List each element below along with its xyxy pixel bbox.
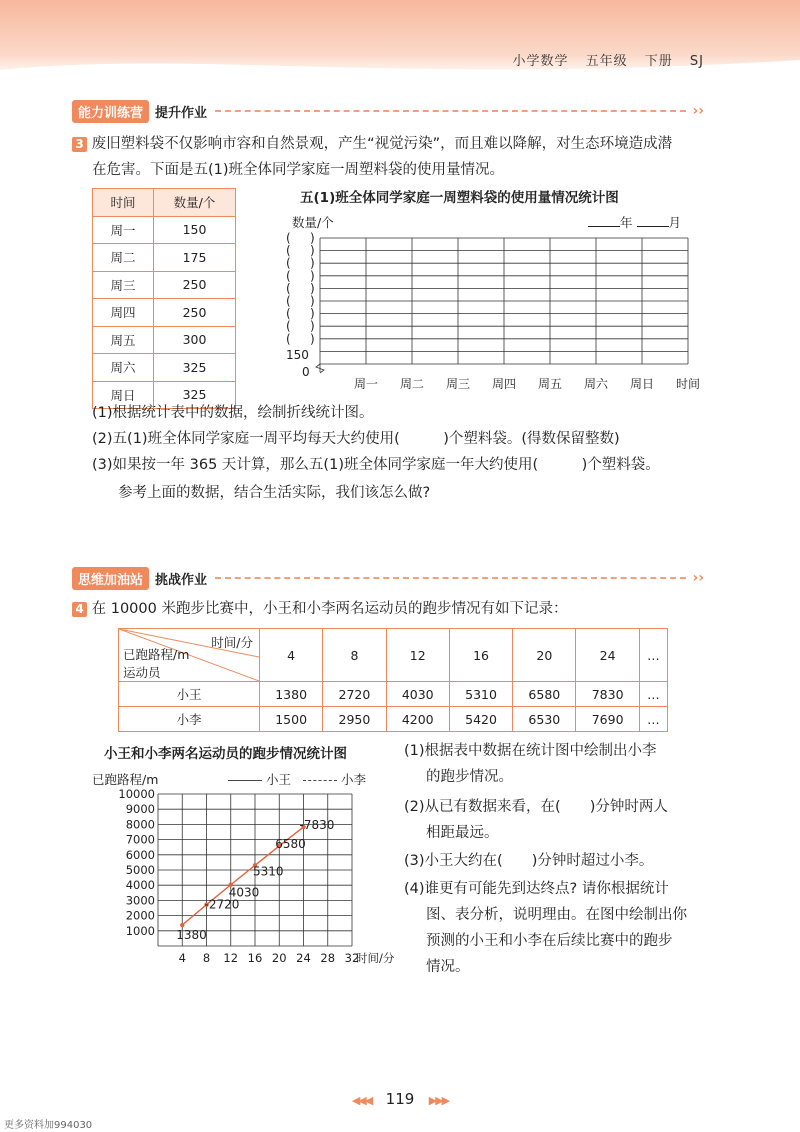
- table-cell: 周五: [93, 326, 154, 354]
- table-header-cell: 4: [260, 629, 323, 682]
- page-footer: [0, 1090, 800, 1108]
- y-tick-label: 6000: [125, 847, 155, 862]
- table-cell: 4200: [386, 707, 449, 732]
- y-tick-label: 10000: [118, 787, 155, 801]
- table-cell: 250: [154, 299, 236, 327]
- x-axis-label: 时间/分: [356, 951, 395, 965]
- q3-grid-lines: [316, 238, 688, 373]
- table-cell: …: [639, 682, 667, 707]
- q3-chart-ylabel: 数量/个: [292, 215, 334, 230]
- data-label: -7830: [299, 817, 335, 832]
- y-tick-label: 2000: [125, 908, 155, 923]
- table-cell: 2720: [323, 682, 386, 707]
- y-tick-label: 3000: [125, 893, 155, 908]
- double-chevron-icon: ››: [692, 570, 704, 586]
- section-tag-2: 思维加油站: [72, 567, 149, 590]
- x-tick-label: 24: [296, 951, 311, 965]
- y-blank-close: ): [310, 331, 315, 346]
- table-cell: 175: [154, 244, 236, 272]
- section-sub-2: 挑战作业: [155, 572, 208, 588]
- x-tick-label: 16: [247, 951, 263, 965]
- header-info: [500, 50, 704, 69]
- y-blank-close: ): [310, 243, 315, 258]
- table-cell: 2950: [323, 707, 386, 732]
- table-header-cell: 20: [513, 629, 576, 682]
- y-tick-label: 4000: [125, 878, 155, 893]
- table-cell: 5420: [449, 707, 512, 732]
- x-tick-label: 20: [271, 951, 287, 965]
- y-tick-label: 5000: [125, 863, 155, 877]
- table-cell: 325: [154, 354, 236, 382]
- q3-y150-label: 150: [286, 348, 309, 362]
- q3-sub3b: 参考上面的数据，结合生活实际，我们该怎么做?: [118, 485, 431, 501]
- x-unit-label: 时间: [675, 377, 700, 391]
- year-label: 年: [620, 215, 633, 230]
- table-row: [93, 326, 236, 354]
- y-blank-open: (: [286, 281, 291, 296]
- data-label: 4030: [228, 885, 260, 900]
- watermark: 更多资料加994030: [4, 1120, 93, 1131]
- legend-solid-line: [228, 780, 262, 781]
- y-blank-open: (: [286, 256, 291, 271]
- table-row: [93, 216, 236, 244]
- q3-sub2: (2)五(1)班全体同学家庭一周平均每天大约使用( )个塑料袋。(得数保留整数): [92, 431, 620, 447]
- table-row: [119, 707, 668, 732]
- table-row: [119, 682, 668, 707]
- q4-sub2b: 相距最远。: [426, 825, 499, 841]
- section-divider-2: [215, 577, 686, 579]
- q4-sub4b: 图、表分析，说明理由。在图中绘制出你: [426, 907, 687, 923]
- table-header-row: [119, 629, 668, 682]
- table-header-time: 时间: [93, 189, 154, 217]
- q3-intro: [72, 131, 712, 157]
- x-tick-label: 周日: [629, 377, 655, 391]
- table-cell: 1380: [260, 682, 323, 707]
- x-tick-label: 周五: [537, 377, 563, 391]
- q3-y0-label: 0: [302, 365, 310, 379]
- header-subject: 小学数学: [512, 54, 569, 69]
- y-tick-label: 1000: [125, 923, 155, 938]
- y-blank-open: (: [286, 243, 291, 258]
- data-label: 1380: [176, 928, 207, 943]
- q4-chart-ylabel: 已跑路程/m: [92, 772, 159, 787]
- x-tick-label: 周一: [353, 377, 379, 391]
- y-blank-open: (: [286, 268, 291, 283]
- q3-table: [92, 188, 236, 409]
- q4-sub1b: 的跑步情况。: [426, 769, 513, 785]
- question-number-4: 4: [72, 602, 87, 617]
- q3-x-labels: [354, 376, 700, 391]
- data-label: -2720: [204, 897, 240, 912]
- legend-dashed-line: [303, 780, 337, 781]
- y-blank-open: (: [286, 331, 291, 346]
- data-point: [180, 923, 184, 927]
- header-volume: 下册: [644, 54, 673, 69]
- table-cell: 325: [154, 381, 236, 409]
- section-bar-2: [72, 567, 704, 589]
- y-blank-close: ): [310, 268, 315, 283]
- x-tick-label: 周四: [491, 377, 517, 391]
- q4-line-chart: [100, 786, 420, 971]
- data-label: 6580: [275, 836, 306, 851]
- q4-table: [118, 628, 668, 732]
- next-triangles-icon: ▶▶▶: [428, 1094, 449, 1107]
- y-blank-open: (: [286, 294, 291, 308]
- table-row: [93, 271, 236, 299]
- month-label: 月: [668, 215, 682, 230]
- legend-wang: 小王: [265, 772, 291, 787]
- table-cell: 周三: [93, 271, 154, 299]
- page-number: 119: [385, 1090, 415, 1108]
- y-blank-open: (: [286, 306, 291, 321]
- q4-sub4d: 情况。: [426, 959, 470, 975]
- table-cell: 4030: [386, 682, 449, 707]
- y-blank-close: ): [310, 306, 315, 321]
- q3-chart-grid: [280, 228, 700, 398]
- q4-sub4c: 预测的小王和小李在后续比赛中的跑步: [426, 933, 673, 949]
- x-tick-label: 28: [320, 951, 336, 965]
- x-tick-label: 4: [178, 951, 186, 965]
- q3-sub1: (1)根据统计表中的数据，绘制折线统计图。: [92, 405, 374, 421]
- table-cell: 300: [154, 326, 236, 354]
- y-blank-close: ): [310, 231, 315, 245]
- q4-sub1a: (1)根据表中数据在统计图中绘制出小李: [404, 743, 657, 759]
- q3-chart-title: 五(1)班全体同学家庭一周塑料袋的使用量情况统计图: [300, 190, 619, 206]
- y-blank-close: ): [310, 294, 315, 308]
- table-cell: 7690: [576, 707, 639, 732]
- q3-y-blanks: [286, 231, 315, 346]
- x-tick-label: 周三: [445, 377, 471, 391]
- header-edition: SJ: [689, 54, 704, 69]
- q3-sub3: (3)如果按一年 365 天计算，那么五(1)班全体同学家庭一年大约使用( )个塑料袋。: [92, 457, 660, 473]
- q3-line2: 在危害。下面是五(1)班全体同学家庭一周塑料袋的使用量情况。: [92, 162, 505, 178]
- q4-chart-title: 小王和小李两名运动员的跑步情况统计图: [104, 746, 347, 762]
- table-cell: 1500: [260, 707, 323, 732]
- table-cell: 150: [154, 216, 236, 244]
- table-cell: 周日: [93, 381, 154, 409]
- legend-li: 小李: [340, 772, 366, 787]
- q4-sub3: (3)小王大约在( )分钟时超过小李。: [404, 853, 654, 869]
- table-corner-cell: [119, 629, 260, 682]
- table-cell: 周四: [93, 299, 154, 327]
- table-cell: …: [639, 707, 667, 732]
- x-tick-label: 周六: [583, 377, 609, 391]
- table-cell: 周六: [93, 354, 154, 382]
- y-blank-open: (: [286, 231, 291, 245]
- section-tag-1: 能力训练营: [72, 100, 149, 123]
- y-blank-open: (: [286, 319, 291, 334]
- table-header-count: 数量/个: [154, 189, 236, 217]
- table-cell: 7830: [576, 682, 639, 707]
- q3-line1: 废旧塑料袋不仅影响市容和自然景观，产生“视觉污染”，而且难以降解，对生态环境造成潜: [91, 136, 673, 152]
- table-cell: 周二: [93, 244, 154, 272]
- corner-time-label: 时间/分: [211, 635, 253, 650]
- table-cell: 周一: [93, 216, 154, 244]
- month-blank: [637, 226, 669, 227]
- header-grade: 五年级: [585, 54, 628, 69]
- table-row: [93, 354, 236, 382]
- q4-sub2a: (2)从已有数据来看，在( )分钟时两人: [404, 799, 668, 815]
- table-cell: 250: [154, 271, 236, 299]
- y-blank-close: ): [310, 256, 315, 271]
- y-tick-label: 7000: [125, 832, 155, 847]
- table-row: [93, 299, 236, 327]
- table-header-cell: 16: [449, 629, 512, 682]
- q4-sub4a: (4)谁更有可能先到达终点? 请你根据统计: [404, 881, 669, 897]
- corner-distance-label: 已跑路程/m: [123, 647, 190, 662]
- x-tick-label: 12: [223, 951, 239, 965]
- y-blank-close: ): [310, 319, 315, 334]
- section-divider-1: [215, 110, 686, 112]
- table-header-cell: …: [639, 629, 667, 682]
- table-cell: 6580: [513, 682, 576, 707]
- table-header-row: [93, 189, 236, 217]
- prev-triangles-icon: ◀◀◀: [351, 1094, 372, 1107]
- table-cell: 6530: [513, 707, 576, 732]
- table-header-cell: 8: [323, 629, 386, 682]
- y-blank-close: ): [310, 281, 315, 296]
- section-sub-1: 提升作业: [155, 105, 208, 121]
- table-cell: 5310: [449, 682, 512, 707]
- table-header-cell: 24: [576, 629, 639, 682]
- year-blank: [588, 226, 620, 227]
- question-number-3: 3: [72, 137, 87, 152]
- table-row: [93, 244, 236, 272]
- y-tick-label: 9000: [125, 802, 155, 817]
- section-bar-1: [72, 100, 704, 122]
- corner-runner-label: 运动员: [123, 665, 161, 680]
- runner-name: 小李: [119, 707, 260, 732]
- q4-intro-text: 在 10000 米跑步比赛中，小王和小李两名运动员的跑步情况有如下记录：: [91, 601, 568, 617]
- q4-intro: [72, 596, 567, 622]
- x-tick-label: 周二: [399, 377, 425, 391]
- table-header-cell: 12: [386, 629, 449, 682]
- x-tick-label: 32: [344, 951, 360, 965]
- double-chevron-icon: ››: [692, 103, 704, 119]
- x-tick-label: 8: [202, 951, 211, 965]
- runner-name: 小王: [119, 682, 260, 707]
- y-tick-label: 8000: [125, 817, 155, 832]
- data-label: 5310: [253, 864, 284, 879]
